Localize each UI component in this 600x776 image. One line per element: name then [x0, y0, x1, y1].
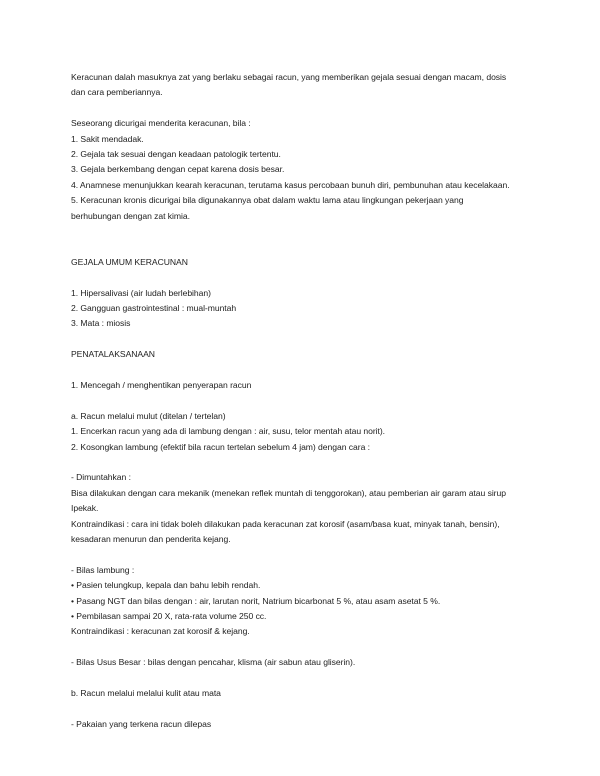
suspect-item: 1. Sakit mendadak. — [71, 133, 144, 144]
oral-heading: a. Racun melalui mulut (ditelan / tertelan) — [71, 410, 226, 421]
intro-line-2: dan cara pemberiannya. — [71, 87, 163, 98]
symptom-item: 3. Mata : miosis — [71, 318, 131, 329]
intro-line-1: Keracunan dalah masuknya zat yang berlaku sebagai racun, yang memberikan gejala sesuai dengan macam, dosis — [71, 72, 507, 82]
oral-item: 1. Encerkan racun yang ada di lambung dengan : air, susu, telor mentah atau norit). — [71, 426, 386, 437]
lavage-heading: - Bilas lambung : — [71, 564, 135, 575]
clothes-line: - Pakaian yang terkena racun dilepas — [71, 718, 212, 729]
step-1: 1. Mencegah / menghentikan penyerapan racun — [71, 380, 252, 391]
management-heading: PENATALAKSANAAN — [71, 349, 155, 360]
symptom-item: 1. Hipersalivasi (air ludah berlebihan) — [71, 287, 211, 298]
oral-item: 2. Kosongkan lambung (efektif bila racun tertelan sebelum 4 jam) dengan cara : — [71, 441, 370, 452]
suspect-item: 3. Gejala berkembang dengan cepat karena dosis besar. — [71, 164, 285, 175]
suspect-item: 5. Keracunan kronis dicurigai bila digunakannya obat dalam waktu lama atau lingkungan pekerjaan yang — [71, 195, 464, 206]
suspect-item: 4. Anamnese menunjukkan kearah keracunan, terutama kasus percobaan bunuh diri, pembunuhan atau kecelakaan. — [71, 179, 510, 190]
colon-line: - Bilas Usus Besar : bilas dengan pencahar, klisma (air sabun atau gliserin). — [71, 657, 356, 668]
symptom-item: 2. Gangguan gastrointestinal : mual-muntah — [71, 303, 237, 314]
lavage-line: • Pembilasan sampai 20 X, rata-rata volume 250 cc. — [71, 611, 267, 622]
lavage-line: Kontraindikasi : keracunan zat korosif & kejang. — [71, 626, 250, 637]
vomit-line: kesadaran menurun dan penderita kejang. — [71, 534, 231, 545]
suspect-item: berhubungan dengan zat kimia. — [71, 210, 190, 221]
document-body — [71, 70, 541, 732]
skin-heading: b. Racun melalui melalui kulit atau mata — [71, 688, 221, 699]
lavage-line: • Pasang NGT dan bilas dengan : air, larutan norit, Natrium bicarbonat 5 %, atau asam asetat 5 %. — [71, 595, 441, 606]
lavage-line: • Pasien telungkup, kepala dan bahu lebih rendah. — [71, 580, 261, 591]
suspect-item: 2. Gejala tak sesuai dengan keadaan patologik tertentu. — [71, 149, 281, 160]
vomit-line: Ipekak. — [71, 503, 99, 514]
symptoms-heading: GEJALA UMUM KERACUNAN — [71, 256, 188, 267]
suspect-intro: Seseorang dicurigai menderita keracunan, bila : — [71, 118, 251, 129]
vomit-line: Bisa dilakukan dengan cara mekanik (menekan reflek muntah di tenggorokan), atau pemberian air garam atau sirup — [71, 487, 506, 498]
vomit-heading: - Dimuntahkan : — [71, 472, 131, 483]
vomit-line: Kontraindikasi : cara ini tidak boleh dilakukan pada keracunan zat korosif (asam/basa kuat, minyak tanah, bensin), — [71, 518, 500, 529]
